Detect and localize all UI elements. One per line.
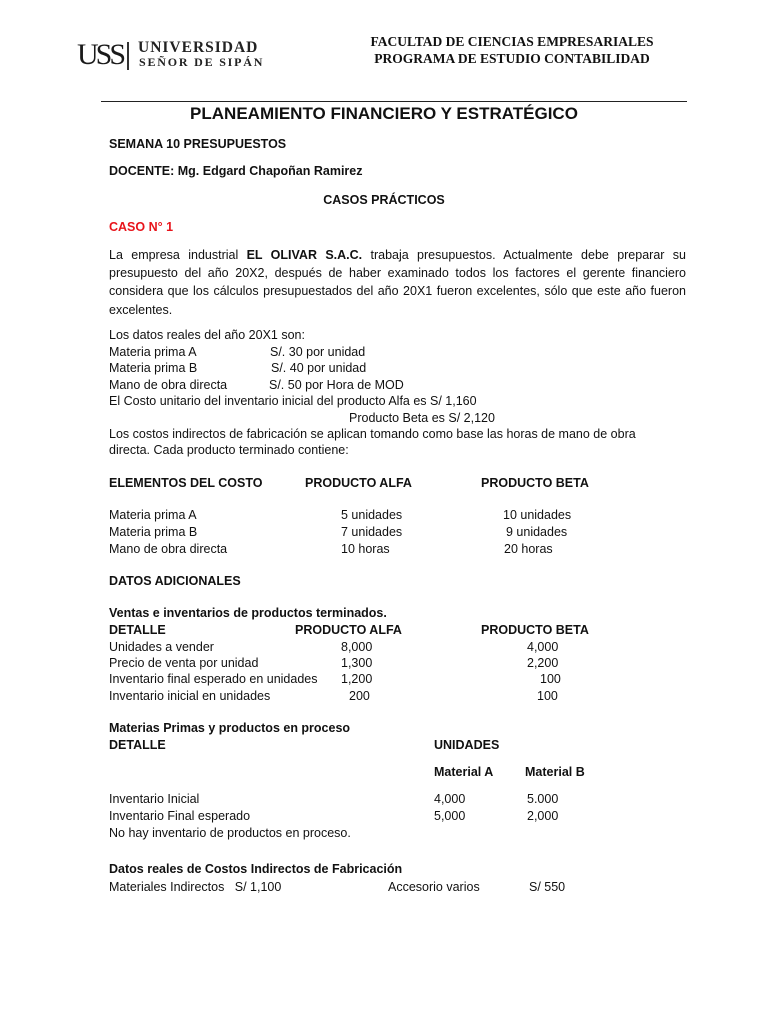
table-header: PRODUCTO BETA bbox=[481, 623, 589, 637]
table-header: UNIDADES bbox=[434, 738, 500, 752]
week-label: SEMANA 10 PRESUPUESTOS bbox=[109, 137, 287, 151]
intro-paragraph: La empresa industrial EL OLIVAR S.A.C. trabaja presupuestos. Actualmente debe preparar su presupuesto del año 20X2, después de haber examinado todos los factores el gerente financiero considera que los cálculos presupuestados del año 20X1 fueron excelentes, sólo que este año fueron excelentes. bbox=[109, 248, 686, 317]
indirect-materials-cell: Materiales Indirectos S/ 1,100 bbox=[109, 880, 282, 894]
table-cell: 100 bbox=[540, 672, 561, 686]
table-cell: Unidades a vender bbox=[109, 640, 214, 654]
document-title: PLANEAMIENTO FINANCIERO Y ESTRATÉGICO bbox=[190, 104, 578, 123]
real-data-heading: Los datos reales del año 20X1 son: bbox=[109, 328, 305, 342]
logo-divider bbox=[127, 42, 129, 70]
cif-note-line1: Los costos indirectos de fabricación se aplican tomando como base las horas de mano de obra bbox=[109, 427, 636, 441]
real-data-value: S/. 30 por unidad bbox=[270, 345, 366, 359]
table-cell: 1,200 bbox=[341, 672, 373, 686]
table-cell: Materia prima A bbox=[109, 508, 197, 522]
table-cell: 2,000 bbox=[527, 809, 559, 823]
table-cell: Inventario inicial en unidades bbox=[109, 689, 271, 703]
real-data-label: Materia prima B bbox=[109, 361, 198, 375]
table-header: DETALLE bbox=[109, 623, 166, 637]
table-cell: 1,300 bbox=[341, 656, 373, 670]
table-cell: 10 horas bbox=[341, 542, 390, 556]
university-logo-monogram: USS bbox=[77, 38, 124, 71]
accessories-label: Accesorio varios bbox=[388, 880, 480, 894]
table-header: ELEMENTOS DEL COSTO bbox=[109, 476, 263, 490]
real-data-value: S/. 50 por Hora de MOD bbox=[269, 378, 404, 392]
additional-data-heading: DATOS ADICIONALES bbox=[109, 574, 241, 588]
company-name: EL OLIVAR S.A.C. bbox=[246, 248, 363, 262]
university-name-line2: SEÑOR DE SIPÁN bbox=[139, 55, 265, 69]
table-cell: Materia prima B bbox=[109, 525, 198, 539]
table-cell: 7 unidades bbox=[341, 525, 403, 539]
table-header: PRODUCTO ALFA bbox=[305, 476, 412, 490]
inventory-alfa-note: El Costo unitario del inventario inicial del producto Alfa es S/ 1,160 bbox=[109, 394, 477, 408]
table-cell: 9 unidades bbox=[506, 525, 568, 539]
header-rule bbox=[101, 101, 687, 102]
table-cell: Inventario Final esperado bbox=[109, 809, 251, 823]
inventory-beta-note: Producto Beta es S/ 2,120 bbox=[349, 411, 495, 425]
materials-heading: Materias Primas y productos en proceso bbox=[109, 721, 351, 735]
accessories-value: S/ 550 bbox=[529, 880, 566, 894]
table-cell: Inventario final esperado en unidades bbox=[109, 672, 318, 686]
teacher-label: DOCENTE: Mg. Edgard Chapoñan Ramirez bbox=[109, 164, 363, 178]
table-cell: 5,000 bbox=[434, 809, 466, 823]
table-cell: Precio de venta por unidad bbox=[109, 656, 259, 670]
sales-inventory-heading: Ventas e inventarios de productos terminados. bbox=[109, 606, 387, 620]
table-header: PRODUCTO ALFA bbox=[295, 623, 402, 637]
table-header: Material B bbox=[525, 765, 585, 779]
faculty-name: FACULTAD DE CIENCIAS EMPRESARIALES bbox=[370, 34, 654, 49]
wip-note: No hay inventario de productos en proceso. bbox=[109, 826, 351, 840]
table-cell: 100 bbox=[537, 689, 558, 703]
program-name: PROGRAMA DE ESTUDIO CONTABILIDAD bbox=[374, 51, 650, 66]
table-cell: 10 unidades bbox=[503, 508, 572, 522]
table-header: DETALLE bbox=[109, 738, 166, 752]
section-title: CASOS PRÁCTICOS bbox=[323, 193, 445, 207]
table-cell: Mano de obra directa bbox=[109, 542, 228, 556]
table-cell: 2,200 bbox=[527, 656, 559, 670]
real-data-label: Mano de obra directa bbox=[109, 378, 228, 392]
table-cell: 4,000 bbox=[527, 640, 559, 654]
table-cell: 5 unidades bbox=[341, 508, 403, 522]
real-data-label: Materia prima A bbox=[109, 345, 197, 359]
case-title: CASO N° 1 bbox=[109, 220, 174, 234]
table-header: Material A bbox=[434, 765, 494, 779]
table-cell: 200 bbox=[349, 689, 370, 703]
table-cell: 5.000 bbox=[527, 792, 559, 806]
real-data-value: S/. 40 por unidad bbox=[271, 361, 367, 375]
table-header: PRODUCTO BETA bbox=[481, 476, 589, 490]
table-cell: 4,000 bbox=[434, 792, 466, 806]
table-cell: 8,000 bbox=[341, 640, 373, 654]
university-name-line1: UNIVERSIDAD bbox=[138, 39, 259, 56]
cif-note-line2: directa. Cada producto terminado contiene: bbox=[109, 443, 349, 457]
indirect-costs-heading: Datos reales de Costos Indirectos de Fabricación bbox=[109, 862, 403, 876]
table-cell: 20 horas bbox=[504, 542, 553, 556]
table-cell: Inventario Inicial bbox=[109, 792, 200, 806]
